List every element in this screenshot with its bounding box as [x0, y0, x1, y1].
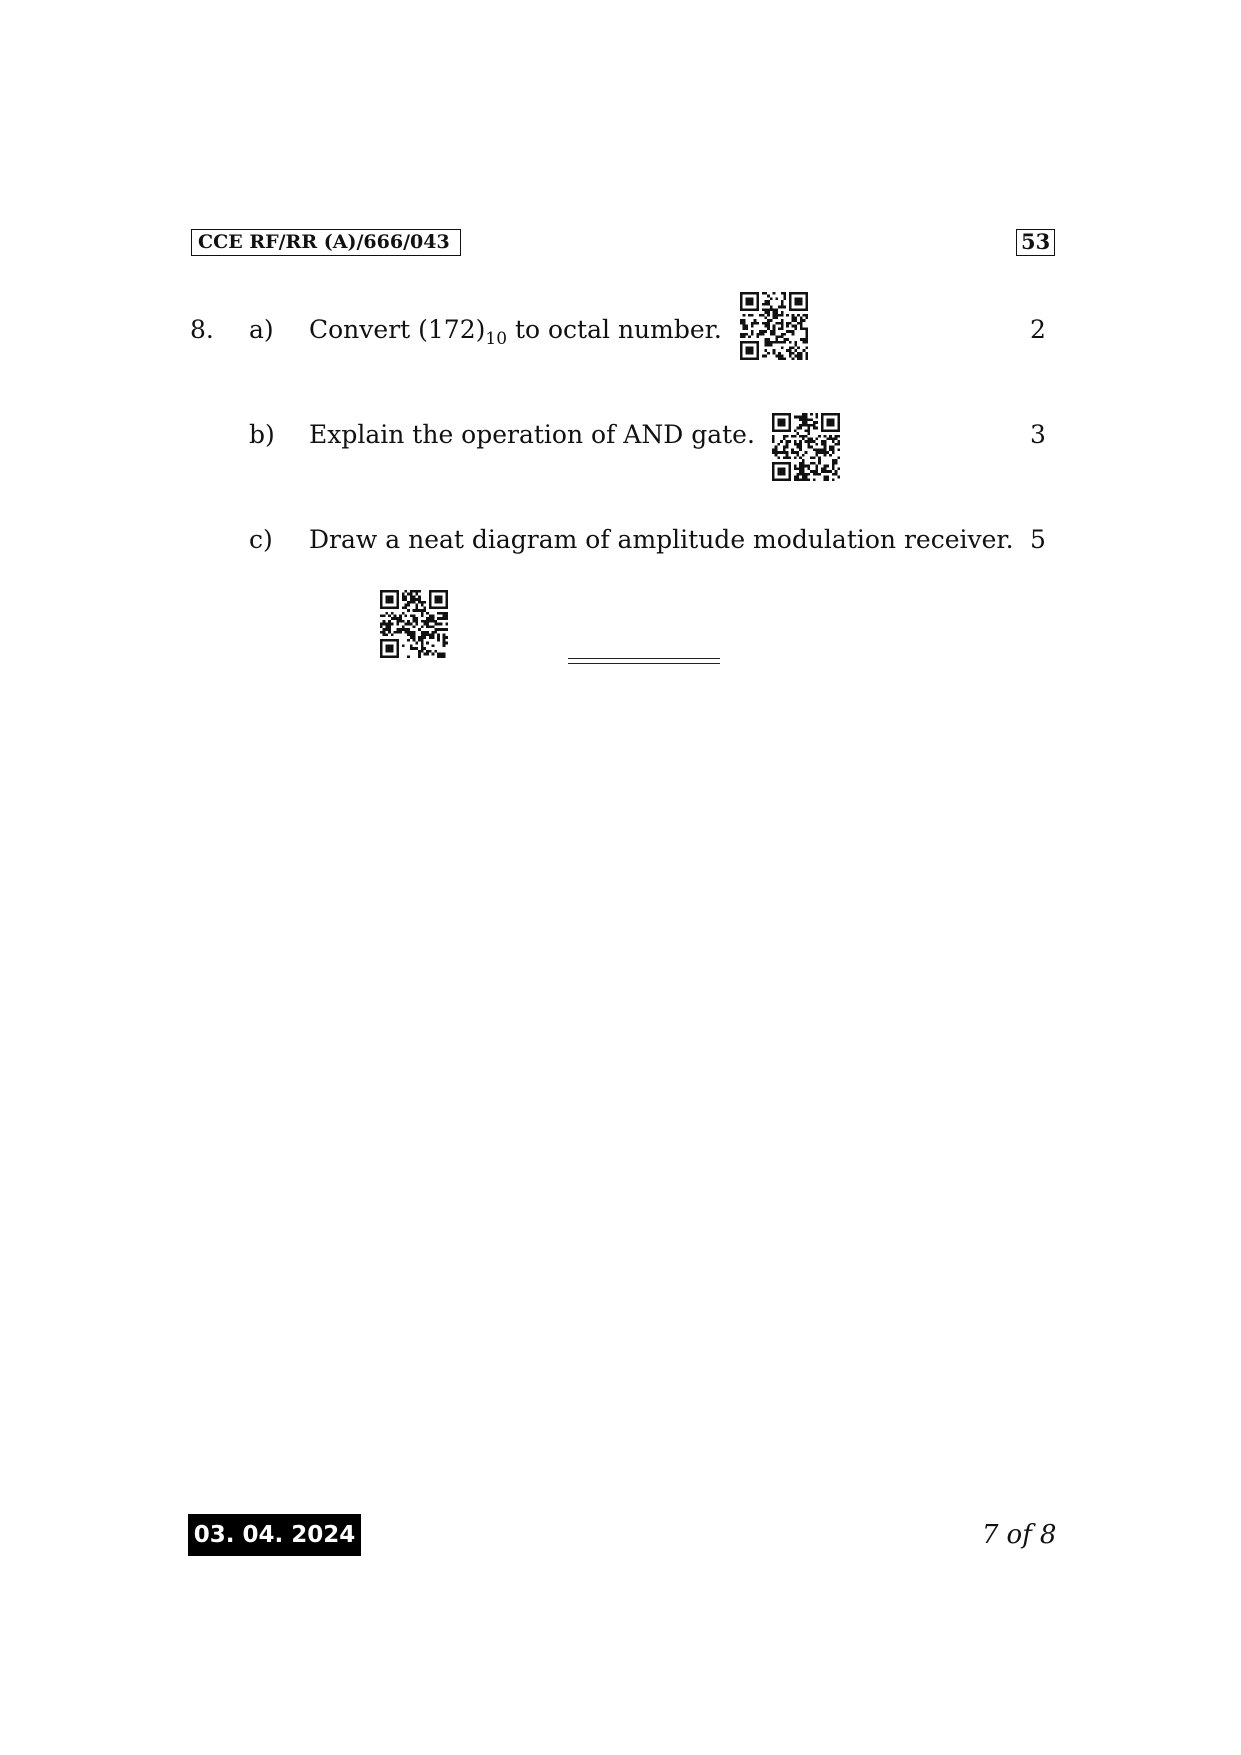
- part-a-label: a): [249, 315, 274, 344]
- qr-code-icon: [772, 413, 840, 481]
- qr-code-b: [772, 413, 840, 481]
- part-a-text: [309, 315, 722, 349]
- qr-code-c: [380, 590, 448, 658]
- page-of-word: of: [1006, 1520, 1032, 1550]
- paper-code: CCE RF/RR (A)/666/043: [191, 229, 461, 256]
- page-code-box: 53: [1016, 229, 1055, 256]
- qr-code-a: [740, 292, 808, 360]
- part-c-label: c): [249, 525, 273, 554]
- part-b-label: b): [249, 420, 275, 449]
- part-a-subscript: 10: [485, 329, 508, 349]
- qr-code-icon: [740, 292, 808, 360]
- part-c-marks: 5: [1030, 525, 1046, 554]
- part-c-text: Draw a neat diagram of amplitude modulation receiver.: [309, 525, 1014, 554]
- part-a-text-before: Convert (172): [309, 315, 486, 344]
- question-number: 8.: [190, 315, 214, 344]
- end-of-paper-rule: [568, 658, 720, 664]
- part-b-text: Explain the operation of AND gate.: [309, 420, 755, 449]
- page-total: 8: [1039, 1520, 1057, 1550]
- part-a-text-after: to octal number.: [507, 315, 722, 344]
- exam-date-badge: 03. 04. 2024: [188, 1514, 361, 1556]
- page-current: 7: [982, 1520, 999, 1550]
- part-b-marks: 3: [1030, 420, 1046, 449]
- part-a-marks: 2: [1030, 315, 1046, 344]
- qr-code-icon: [380, 590, 448, 658]
- page-number: [978, 1514, 1060, 1556]
